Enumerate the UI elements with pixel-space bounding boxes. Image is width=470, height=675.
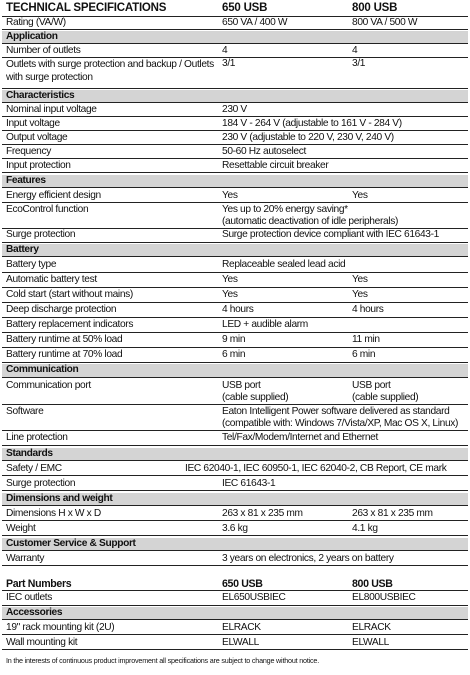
model-650-header: 650 USB: [222, 2, 268, 14]
spec-label: Application: [6, 31, 58, 42]
spec-value-800: ELRACK: [352, 622, 391, 633]
spec-label: Battery: [6, 244, 39, 255]
spec-row: [2, 274, 468, 288]
spec-label: Communication: [6, 364, 79, 375]
spec-value-800: Yes: [352, 289, 368, 300]
spec-label: Weight: [6, 523, 36, 534]
spec-value-800: 263 x 81 x 235 mm: [352, 508, 433, 519]
spec-row: [2, 132, 468, 145]
spec-label: Surge protection: [6, 229, 76, 240]
spec-row: [2, 508, 468, 521]
spec-value-800: 4.1 kg: [352, 523, 378, 534]
spec-value-650: Yes up to 20% energy saving* (automatic deactivation of idle peripherals): [222, 204, 398, 227]
spec-value-800: 11 min: [352, 334, 380, 345]
spec-label: EcoControl function: [6, 204, 89, 215]
spec-row: [2, 160, 468, 173]
header-row: [2, 2, 468, 17]
spec-label: In the interests of continuous product improvement all specifications are subject to change without notice.: [6, 656, 320, 665]
spec-row: [2, 380, 468, 405]
section-header: [2, 31, 468, 44]
spec-label: Dimensions and weight: [6, 493, 113, 504]
spec-label: Battery type: [6, 259, 57, 270]
spec-label: Warranty: [6, 553, 45, 564]
spec-label: Frequency: [6, 146, 51, 157]
spec-value-800: EL800USBIEC: [352, 592, 416, 603]
spec-label: Battery replacement indicators: [6, 319, 134, 330]
spec-value-650: 3.6 kg: [222, 523, 248, 534]
spec-value-650: EL650USBIEC: [222, 592, 286, 603]
spec-label: Deep discharge protection: [6, 304, 117, 315]
spec-value-650: 230 V: [222, 104, 247, 115]
spec-value-650: 3 years on electronics, 2 years on battery: [222, 553, 394, 564]
spec-value-800: 4 hours: [352, 304, 384, 315]
spec-row: [2, 622, 468, 635]
spec-label: Line protection: [6, 432, 68, 443]
spec-value-800: 3/1: [352, 58, 366, 69]
section-header: [2, 364, 468, 378]
spec-row: [2, 289, 468, 303]
spec-label: 19" rack mounting kit (2U): [6, 622, 115, 633]
spec-value-650: ELWALL: [222, 637, 259, 648]
spec-label: Nominal input voltage: [6, 104, 97, 115]
spec-value-650: 184 V - 264 V (adjustable to 161 V - 284 V): [222, 118, 402, 129]
spec-row: [2, 204, 468, 229]
spec-value-650: USB port (cable supplied): [222, 380, 289, 403]
spec-label: Number of outlets: [6, 45, 81, 56]
spec-value-650: 650 VA / 400 W: [222, 17, 288, 28]
spec-label: Surge protection: [6, 478, 76, 489]
spec-label: IEC outlets: [6, 592, 52, 603]
section-header: [2, 493, 468, 506]
spec-label: Output voltage: [6, 132, 68, 143]
spec-label: Software: [6, 406, 44, 417]
section-header: [2, 90, 468, 103]
spec-label: Communication port: [6, 380, 91, 391]
spec-label: Standards: [6, 448, 53, 459]
spec-label: Customer Service & Support: [6, 538, 136, 549]
spec-row: [2, 463, 468, 476]
spec-value-650: 4 hours: [222, 304, 254, 315]
spec-row: [2, 304, 468, 318]
spec-value-800: 4: [352, 45, 358, 56]
spec-value-650: Surge protection device compliant with IEC 61643-1: [222, 229, 439, 240]
spec-row: [2, 319, 468, 333]
spec-row: [2, 58, 468, 89]
spec-value-650: ELRACK: [222, 622, 261, 633]
spec-value-650: Eaton Intelligent Power software delivered as standard (compatible with: Windows 7/Vista/XP, Mac OS X, Linux): [222, 406, 459, 429]
spec-value-800: ELWALL: [352, 637, 389, 648]
spec-row: [2, 406, 468, 431]
spec-label: Wall mounting kit: [6, 637, 78, 648]
spec-row: [2, 17, 468, 30]
spec-row: [2, 349, 468, 363]
spec-value-800: 6 min: [352, 349, 376, 360]
spec-label: Rating (VA/W): [6, 17, 66, 28]
spec-row: [2, 45, 468, 58]
spec-value-650: 263 x 81 x 235 mm: [222, 508, 303, 519]
spec-row: [2, 578, 468, 591]
spec-value-800: Yes: [352, 274, 368, 285]
section-header: [2, 448, 468, 461]
spec-value-650: 3/1: [222, 58, 236, 69]
spec-label: Outlets with surge protection and backup / Outlets with surge protection: [6, 59, 214, 83]
spec-value-650: 6 min: [222, 349, 246, 360]
spec-value-650: Replaceable sealed lead acid: [222, 259, 346, 270]
spec-label: Cold start (start without mains): [6, 289, 133, 300]
section-header: [2, 607, 468, 620]
spec-value-800: Yes: [352, 190, 368, 201]
spec-title: TECHNICAL SPECIFICATIONS: [6, 2, 167, 14]
spec-row: [2, 118, 468, 131]
spec-value-650: 4: [222, 45, 228, 56]
spec-value-650: 50-60 Hz autoselect: [222, 146, 306, 157]
spec-label: Features: [6, 175, 46, 186]
spec-label: Battery runtime at 50% load: [6, 334, 123, 345]
section-header: [2, 244, 468, 257]
spec-label: Safety / EMC: [6, 463, 62, 474]
spec-row: [2, 637, 468, 650]
spec-label: Input voltage: [6, 118, 60, 129]
spec-label: Battery runtime at 70% load: [6, 349, 123, 360]
spec-row: [2, 259, 468, 273]
spec-row: [2, 146, 468, 159]
spec-value-650: 650 USB: [222, 578, 263, 590]
spec-label: Dimensions H x W x D: [6, 508, 101, 519]
spec-value-650: Yes: [222, 289, 238, 300]
section-header: [2, 538, 468, 551]
spec-row: [2, 523, 468, 536]
spec-row: [2, 592, 468, 606]
spec-value-650: IEC 61643-1: [222, 478, 276, 489]
spec-label: Part Numbers: [6, 578, 72, 590]
spec-row: [2, 478, 468, 491]
spec-label: Automatic battery test: [6, 274, 97, 285]
spec-value-650: IEC 62040-1, IEC 60950-1, IEC 62040-2, CB Report, CE mark: [185, 463, 447, 474]
spec-value-650: Yes: [222, 274, 238, 285]
spec-value-800: USB port (cable supplied): [352, 380, 419, 403]
spec-row: [2, 334, 468, 348]
spec-label: Input protection: [6, 160, 71, 171]
spec-value-650: Yes: [222, 190, 238, 201]
spec-value-650: 9 min: [222, 334, 246, 345]
spec-value-800: 800 USB: [352, 578, 393, 590]
spec-label: Energy efficient design: [6, 190, 101, 201]
spec-row: [2, 432, 468, 446]
footnote: [2, 656, 468, 668]
spec-value-650: LED + audible alarm: [222, 319, 308, 330]
spec-value-650: Tel/Fax/Modem/Internet and Ethernet: [222, 432, 378, 443]
spec-row: [2, 104, 468, 117]
spec-value-650: 230 V (adjustable to 220 V, 230 V, 240 V): [222, 132, 394, 143]
spec-row: [2, 190, 468, 203]
spec-row: [2, 229, 468, 243]
model-800-header: 800 USB: [352, 2, 398, 14]
spec-value-650: Resettable circuit breaker: [222, 160, 329, 171]
spec-row: [2, 553, 468, 566]
section-header: [2, 175, 468, 188]
spec-label: Accessories: [6, 607, 63, 618]
spec-value-800: 800 VA / 500 W: [352, 17, 418, 28]
spec-label: Characteristics: [6, 90, 75, 101]
